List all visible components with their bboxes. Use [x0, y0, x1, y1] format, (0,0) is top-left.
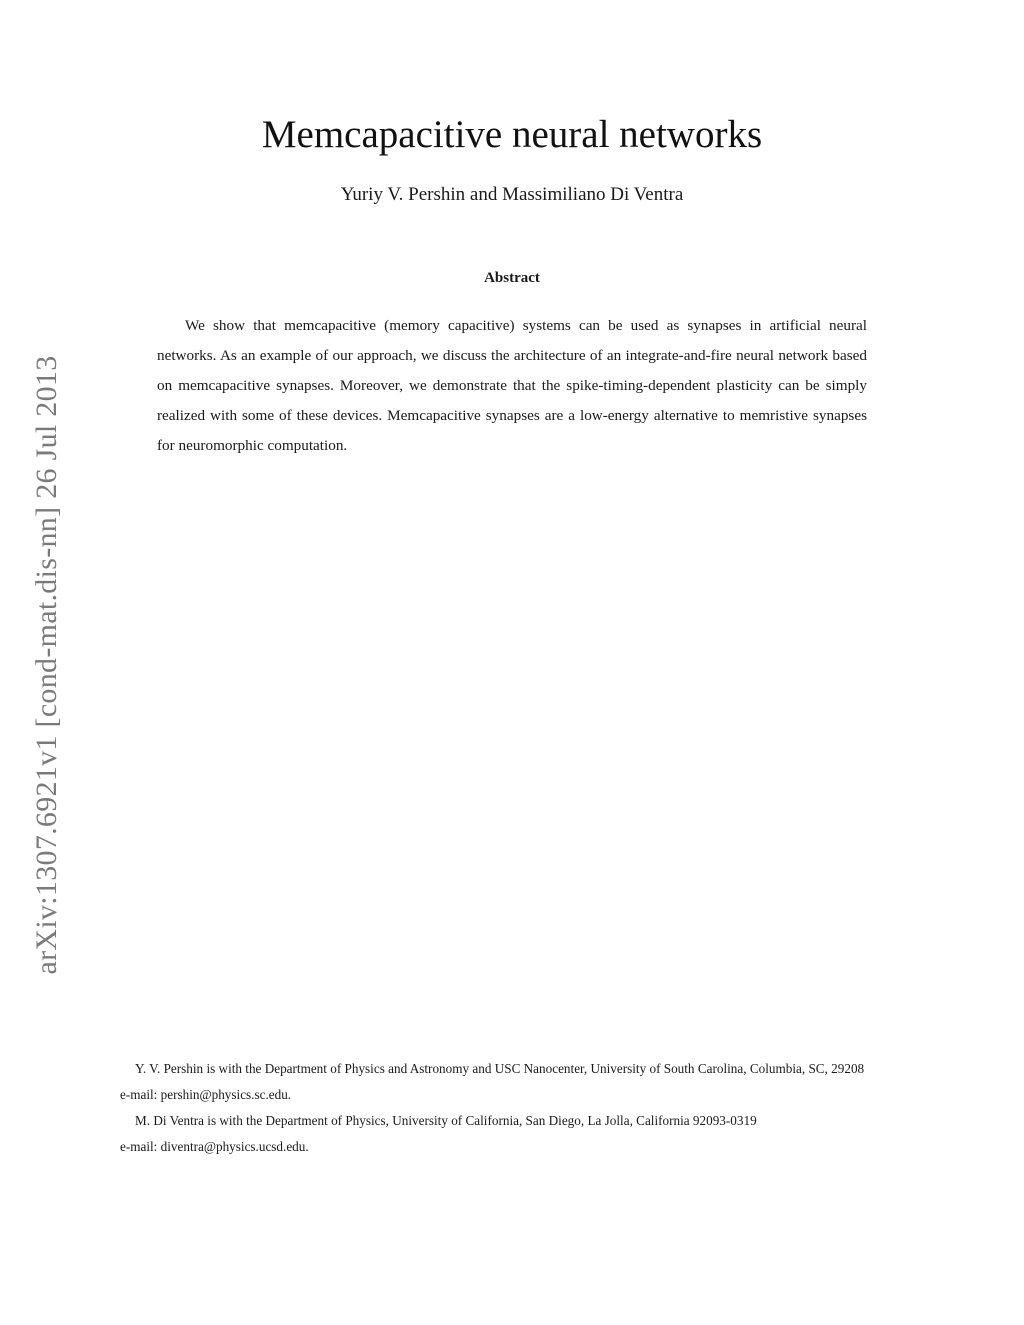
author-list: Yuriy V. Pershin and Massimiliano Di Ventra	[340, 184, 684, 205]
affiliation-diventra: M. Di Ventra is with the Department of Physics, University of California, San Diego, La Jolla, California 92093-0319	[135, 1113, 757, 1128]
author-footnotes	[120, 1056, 868, 1160]
abstract-text: We show that memcapacitive (memory capacitive) systems can be used as synapses in artificial neural networks. As an example of our approach, we discuss the architecture of an integrate-and-fire neural network based on memcapacitive synapses. Moreover, we demonstrate that the spike-timing-dependent plasticity can be simply realized with some of these devices. Memcapacitive synapses are a low-energy alternative to memristive synapses for neuromorphic computation.	[157, 317, 867, 454]
abstract-heading: Abstract	[484, 270, 540, 286]
paper-title: Memcapacitive neural networks	[261, 113, 763, 156]
email-pershin: e-mail: pershin@physics.sc.edu.	[120, 1087, 292, 1102]
affiliation-pershin: Y. V. Pershin is with the Department of Physics and Astronomy and USC Nanocenter, University of South Carolina, Columbia, SC, 29208	[135, 1061, 865, 1076]
email-diventra: e-mail: diventra@physics.ucsd.edu.	[120, 1139, 309, 1154]
arxiv-identifier-stamp: arXiv:1307.6921v1 [cond-mat.dis-nn] 26 Jul 2013	[30, 355, 63, 975]
